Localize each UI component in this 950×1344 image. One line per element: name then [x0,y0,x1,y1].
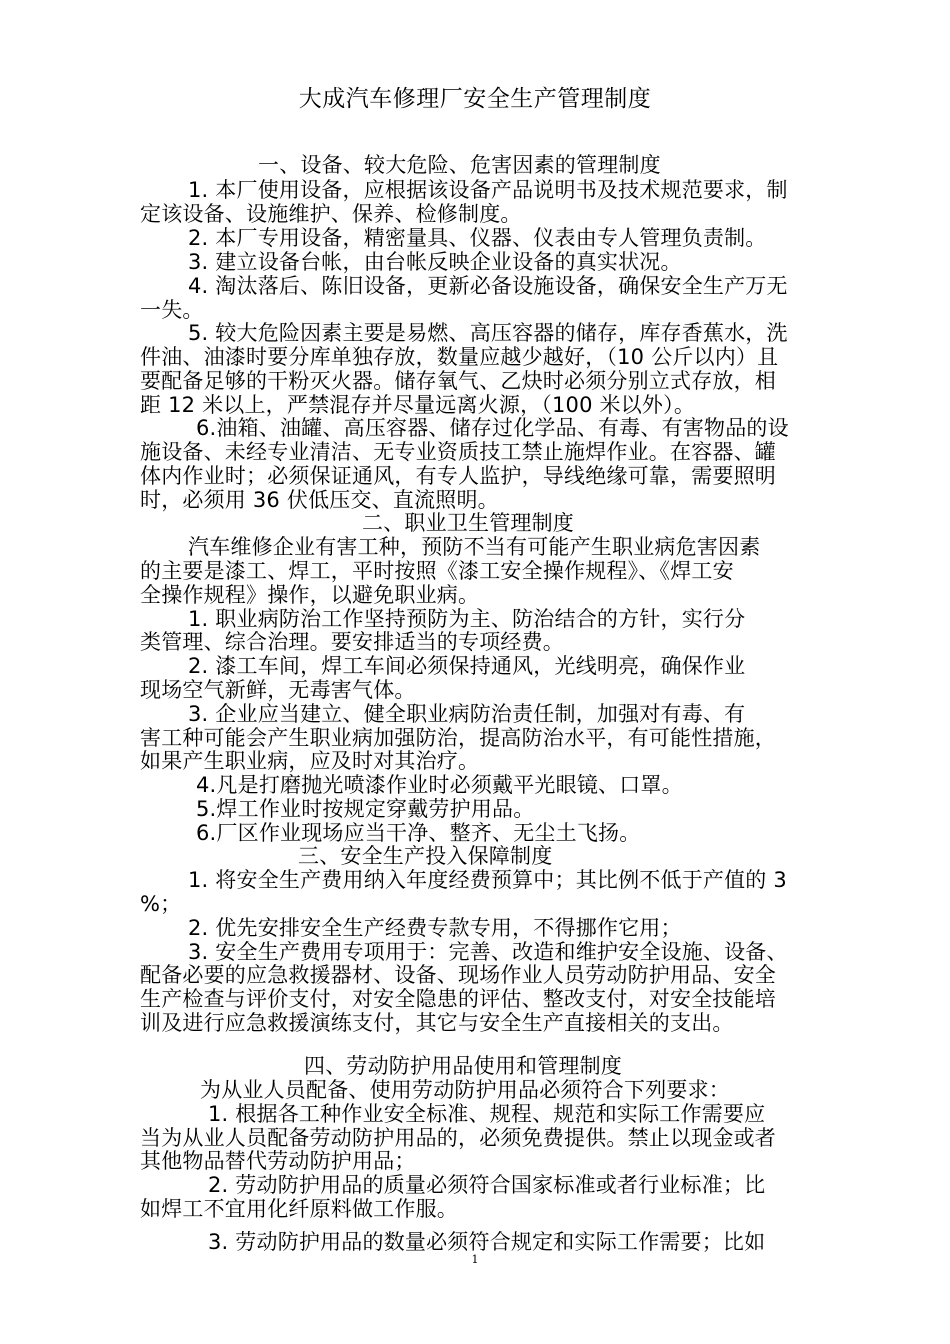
paragraph-line: 一失。 [140,298,204,322]
paragraph-line: 2. 劳动防护用品的质量必须符合国家标准或者行业标准；比 [208,1173,766,1197]
paragraph-line: 害工种可能会产生职业病加强防治，提高防治水平，有可能性措施， [140,726,776,750]
page-number: 1 [471,1253,479,1266]
section-heading-4: 四、劳动防护用品使用和管理制度 [304,1054,622,1078]
paragraph-line: 生产检查与评价支付，对安全隐患的评估、整改支付，对安全技能培 [140,987,776,1011]
paragraph-line: 1. 根据各工种作业安全标准、规程、规范和实际工作需要应 [208,1102,766,1126]
paragraph-line: 5.焊工作业时按规定穿戴劳护用品。 [196,797,535,821]
paragraph-line: 定该设备、设施维护、保养、检修制度。 [140,202,522,226]
paragraph-line: 全操作规程》操作，以避免职业病。 [140,583,480,607]
section-heading-3: 三、安全生产投入保障制度 [298,844,553,868]
paragraph-line: 为从业人员配备、使用劳动防护用品必须符合下列要求： [200,1078,730,1102]
paragraph-line: 3. 安全生产费用专项用于：完善、改造和维护安全设施、设备、 [188,940,788,964]
paragraph-line: 3. 建立设备台帐，由台帐反映企业设备的真实状况。 [188,250,682,274]
section-heading-2: 二、职业卫生管理制度 [362,511,574,535]
section-heading-1: 一、设备、较大危险、危害因素的管理制度 [258,153,661,177]
paragraph-line: 6.油箱、油罐、高压容器、储存过化学品、有毒、有害物品的设 [196,416,789,440]
paragraph-line: 3. 企业应当建立、健全职业病防治责任制，加强对有毒、有 [188,702,746,726]
paragraph-line: 配备必要的应急救援器材、设备、现场作业人员劳动防护用品、安全 [140,963,776,987]
paragraph-line: 1. 将安全生产费用纳入年度经费预算中；其比例不低于产值的 3 [188,868,787,892]
paragraph-line: 2. 本厂专用设备，精密量具、仪器、仪表由专人管理负责制。 [188,226,767,250]
paragraph-line: 施设备、未经专业清洁、无专业资质技工禁止施焊作业。在容器、罐 [140,440,776,464]
paragraph-line: 3. 劳动防护用品的数量必须符合规定和实际工作需要；比如 [208,1230,766,1254]
paragraph-line: 4.凡是打磨抛光喷漆作业时必须戴平光眼镜、口罩。 [196,773,683,797]
paragraph-line: 类管理、综合治理。要安排适当的专项经费。 [140,630,564,654]
paragraph-line: 当为从业人员配备劳动防护用品的，必须免费提供。禁止以现金或者 [140,1126,776,1150]
paragraph-line: 2. 优先安排安全生产经费专款专用，不得挪作它用； [188,916,682,940]
paragraph-line: 要配备足够的干粉灭火器。储存氧气、乙炔时必须分别立式存放，相 [140,369,776,393]
paragraph-line: 5. 较大危险因素主要是易燃、高压容器的储存，库存香蕉水，洗 [188,321,788,345]
paragraph-line: %； [140,892,182,916]
paragraph-line: 1. 本厂使用设备，应根据该设备产品说明书及技术规范要求，制 [188,178,788,202]
paragraph-line: 其他物品替代劳动防护用品； [140,1149,416,1173]
paragraph-line: 汽车维修企业有害工种，预防不当有可能产生职业病危害因素 [188,535,761,559]
document-title: 大成汽车修理厂安全生产管理制度 [298,86,652,112]
paragraph-line: 如焊工不宜用化纤原料做工作服。 [140,1197,458,1221]
paragraph-line: 2. 漆工车间，焊工车间必须保持通风，光线明亮，确保作业 [188,654,746,678]
paragraph-line: 1. 职业病防治工作坚持预防为主、防治结合的方针，实行分 [188,607,746,631]
paragraph-line: 距 12 米以上，严禁混存并尽量远离火源，（100 米以外）。 [140,393,696,417]
paragraph-line: 的主要是漆工、焊工，平时按照《漆工安全操作规程》、《焊工安 [140,559,734,583]
paragraph-line: 现场空气新鲜，无毒害气体。 [140,678,416,702]
paragraph-line: 时，必须用 36 伏低压交、直流照明。 [140,488,499,512]
paragraph-line: 4. 淘汰落后、陈旧设备，更新必备设施设备，确保安全生产万无 [188,274,788,298]
paragraph-line: 体内作业时；必须保证通风，有专人监护，导线绝缘可靠，需要照明 [140,464,776,488]
paragraph-line: 如果产生职业病，应及时对其治疗。 [140,749,480,773]
paragraph-line: 件油、油漆时要分库单独存放，数量应越少越好，（10 公斤以内）且 [140,345,779,369]
paragraph-line: 6.厂区作业现场应当干净、整齐、无尘土飞扬。 [196,821,641,845]
paragraph-line: 训及进行应急救援演练支付，其它与安全生产直接相关的支出。 [140,1011,734,1035]
